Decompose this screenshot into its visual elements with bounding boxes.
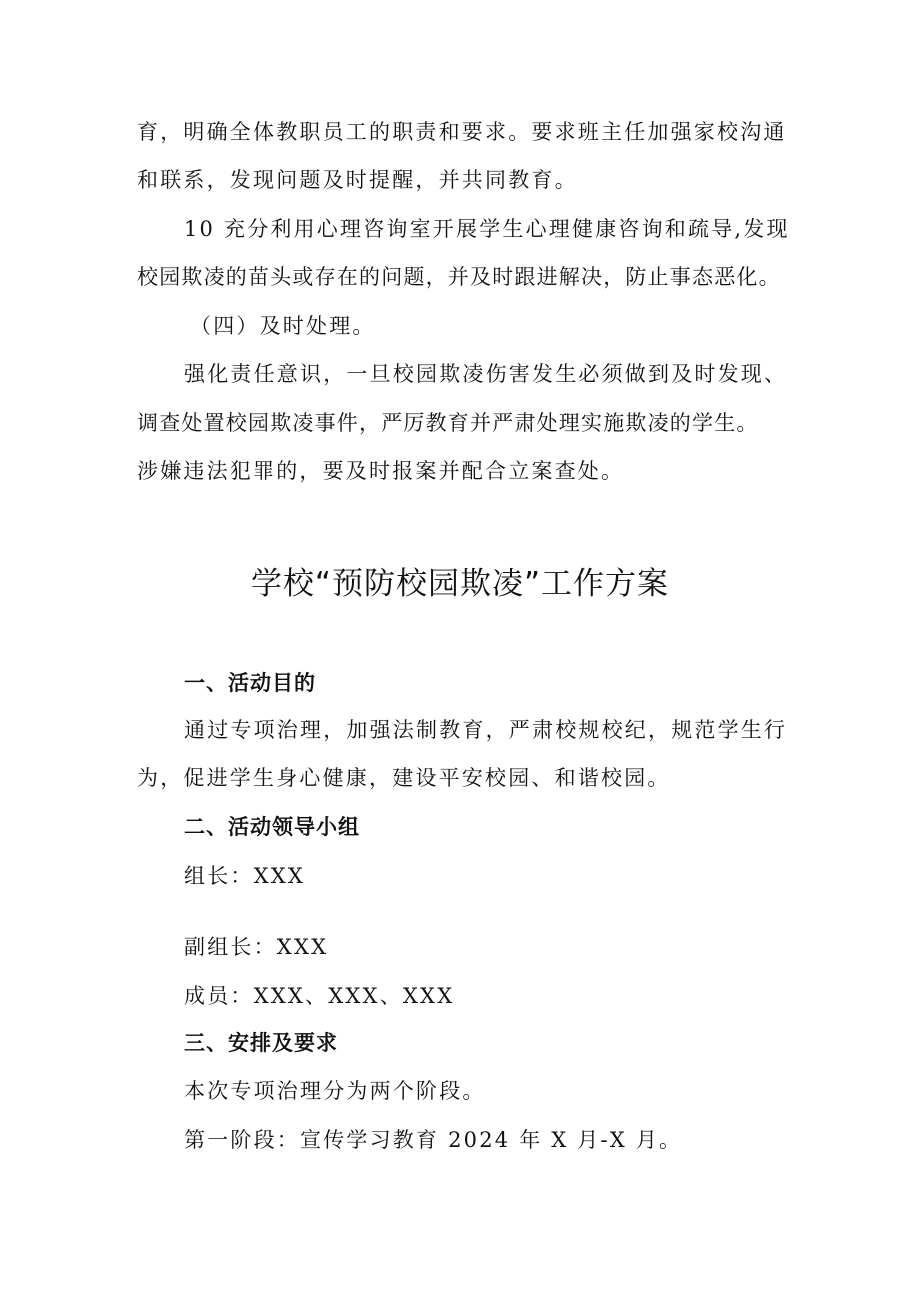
group-deputy-leader: 副组长：XXX (184, 935, 329, 959)
continuation-line-1: 育，明确全体教职员工的职责和要求。要求班主任加强家校沟通 (137, 120, 787, 144)
part1-line-2: 为，促进学生身心健康，建设平安校园、和谐校园。 (137, 766, 671, 790)
group-leader: 组长：XXX (184, 864, 306, 888)
item10-line-2: 校园欺凌的苗头或存在的问题，并及时跟进解决，防止事态恶化。 (137, 265, 781, 289)
part2-heading: 二、活动领导小组 (184, 815, 360, 839)
item10-line-1: 10 充分利用心理咨询室开展学生心理健康咨询和疏导,发现 (184, 217, 790, 241)
section4-line-1: 强化责任意识，一旦校园欺凌伤害发生必须做到及时发现、 (184, 362, 788, 386)
section4-line-3: 涉嫌违法犯罪的，要及时报案并配合立案查处。 (137, 459, 625, 483)
part1-line-1: 通过专项治理，加强法制教育，严肃校规校纪，规范学生行 (184, 718, 788, 742)
continuation-line-2: 和联系，发现问题及时提醒，并共同教育。 (137, 168, 578, 192)
section4-line-2: 调查处置校园欺凌事件，严厉教育并严肃处理实施欺凌的学生。 (137, 411, 759, 435)
part3-line-1: 本次专项治理分为两个阶段。 (184, 1079, 486, 1103)
part3-line-2: 第一阶段：宣传学习教育 2024 年 X 月-X 月。 (184, 1128, 683, 1152)
section4-heading: （四）及时处理。 (190, 314, 376, 338)
part3-heading: 三、安排及要求 (184, 1031, 338, 1055)
group-members: 成员：XXX、XXX、XXX (184, 984, 455, 1008)
part1-heading: 一、活动目的 (184, 671, 316, 695)
document-title: 学校“预防校园欺凌”工作方案 (250, 566, 670, 602)
